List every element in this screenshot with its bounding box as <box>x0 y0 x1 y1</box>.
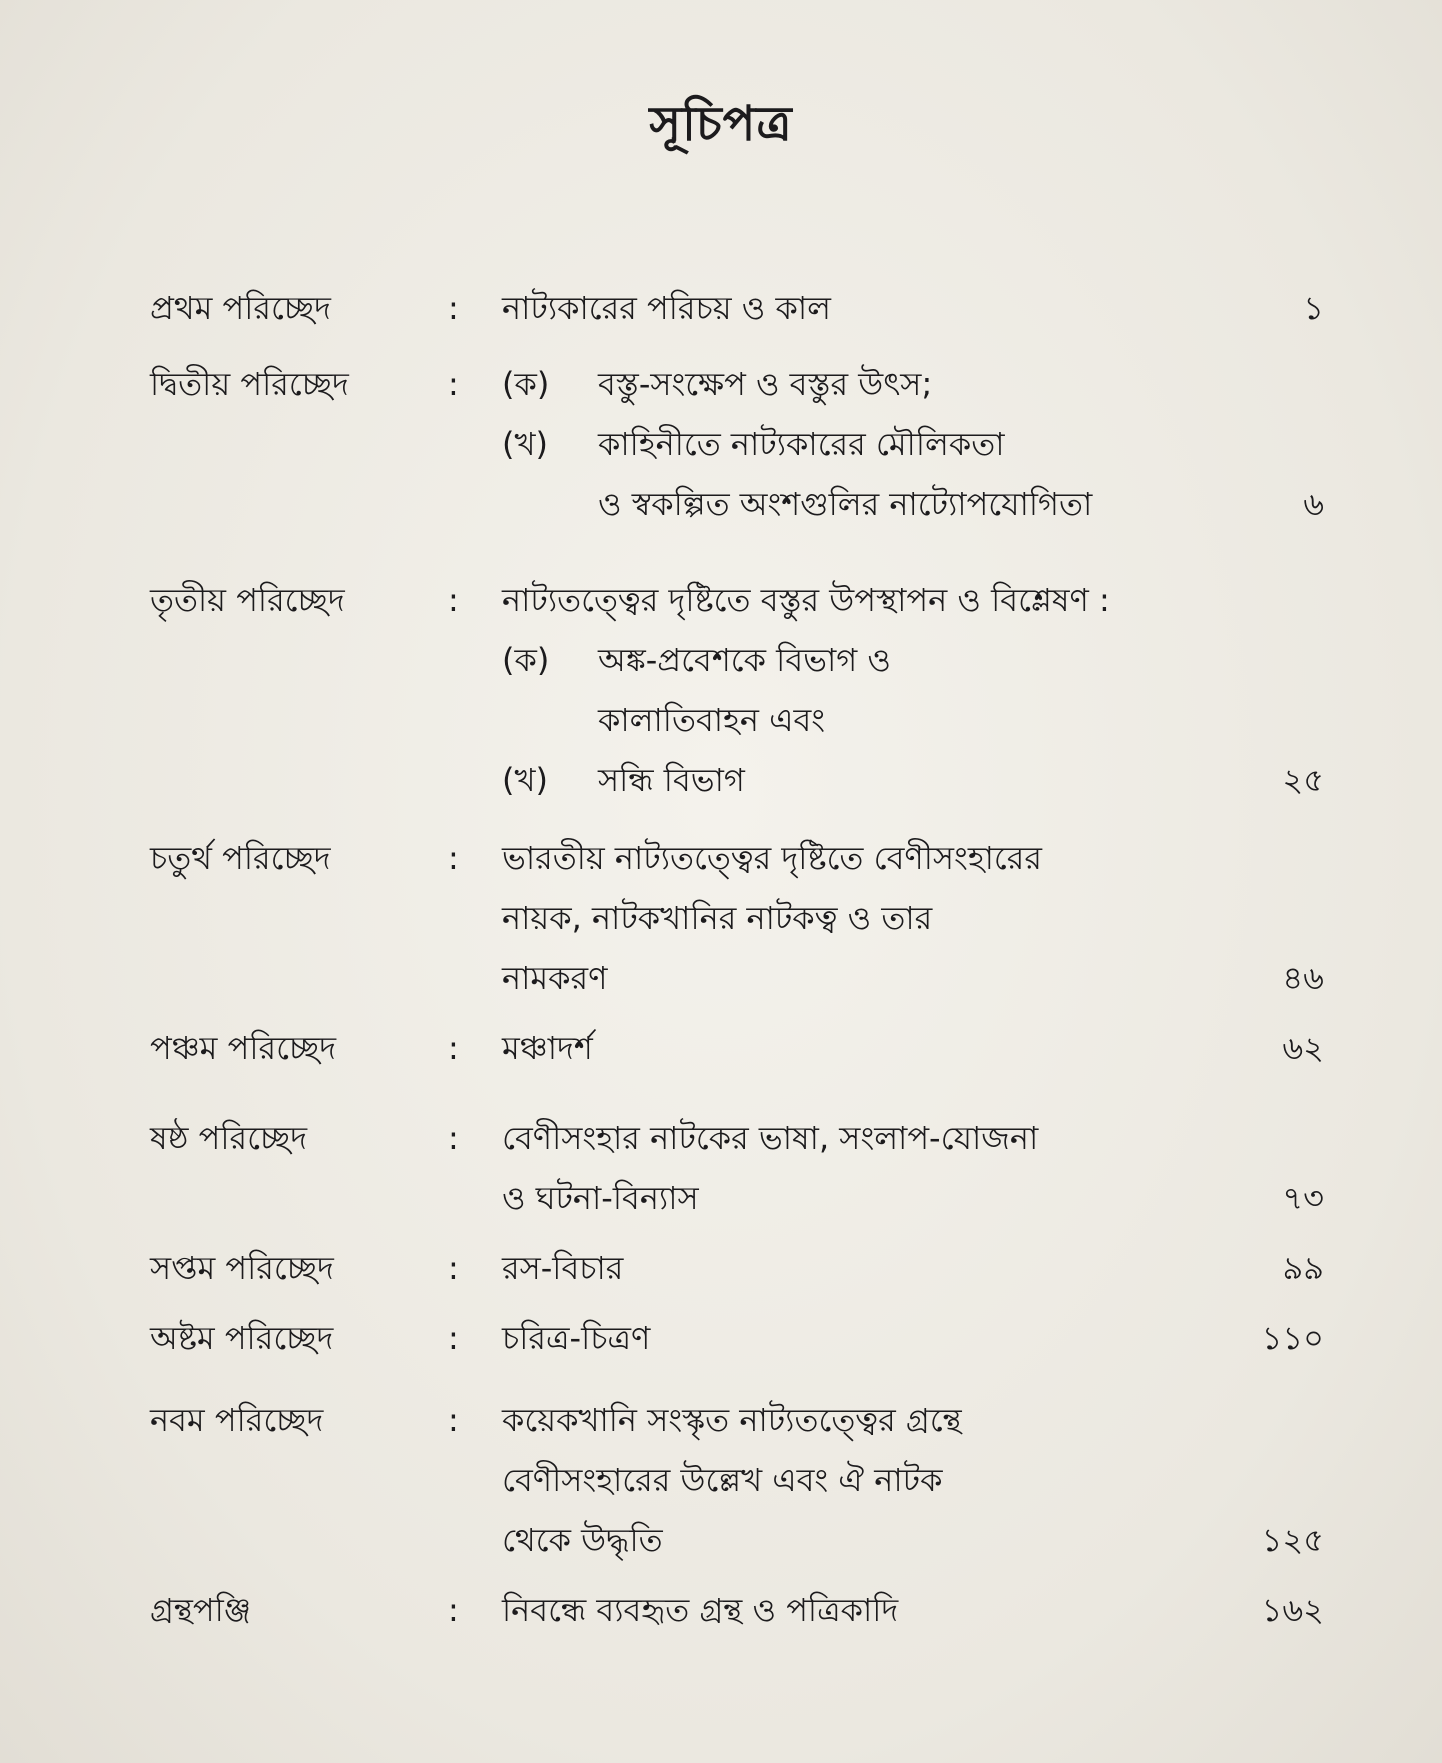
page-number: ১ <box>1303 289 1324 327</box>
separator-colon: : <box>448 289 459 327</box>
entry-description <box>502 1238 1282 1298</box>
chapter-name: পঞ্চম পরিচ্ছেদ <box>150 1029 337 1067</box>
description-line: নিবন্ধে ব্যবহৃত গ্রন্থ ও পত্রিকাদি <box>502 1591 899 1629</box>
page-number: ১৬২ <box>1261 1591 1324 1629</box>
page-number: ৬ <box>1303 485 1324 523</box>
entry-description <box>502 278 1282 338</box>
sub-section-lines <box>598 354 1282 414</box>
separator-colon: : <box>448 839 459 877</box>
entry-description <box>502 1018 1282 1078</box>
sub-section-lines <box>598 750 1282 810</box>
description-line: বস্তু-সংক্ষেপ ও বস্তুর উৎস; <box>598 365 933 403</box>
description-line: সন্ধি বিভাগ <box>598 761 745 799</box>
description-line: বেণীসংহারের উল্লেখ এবং ঐ নাটক <box>502 1461 943 1499</box>
description-line: অঙ্ক-প্রবেশকে বিভাগ ও <box>598 641 891 679</box>
sub-section-label: (খ) <box>502 761 548 799</box>
chapter-name: প্রথম পরিচ্ছেদ <box>150 289 331 327</box>
entry-description <box>502 828 1282 1008</box>
separator-colon: : <box>448 1401 459 1439</box>
entry-description <box>502 1108 1282 1228</box>
description-line: ভারতীয় নাট্যতত্ত্বের দৃষ্টিতে বেণীসংহারের <box>502 839 1042 877</box>
chapter-name: গ্রন্থপঞ্জি <box>150 1591 252 1629</box>
page-number: ১১০ <box>1261 1319 1324 1357</box>
separator-colon: : <box>448 1591 459 1629</box>
entry-description <box>502 1580 1282 1640</box>
description-line: কাহিনীতে নাট্যকারের মৌলিকতা <box>598 425 1005 463</box>
sub-section-lines <box>598 414 1282 534</box>
description-line: মঞ্চাদর্শ <box>502 1029 593 1067</box>
entry-description <box>502 570 1282 810</box>
page-number: ৬২ <box>1282 1029 1324 1067</box>
entry-description <box>502 354 1282 534</box>
description-line: থেকে উদ্ধৃতি <box>502 1521 663 1559</box>
description-line: ও ঘটনা-বিন্যাস <box>502 1179 699 1217</box>
page-number: ১২৫ <box>1261 1521 1324 1559</box>
description-line: চরিত্র-চিত্রণ <box>502 1319 651 1357</box>
chapter-name: নবম পরিচ্ছেদ <box>150 1401 324 1439</box>
chapter-name: ষষ্ঠ পরিচ্ছেদ <box>150 1119 308 1157</box>
sub-section-label: (খ) <box>502 425 548 463</box>
sub-section <box>502 414 1282 534</box>
chapter-name: চতুর্থ পরিচ্ছেদ <box>150 839 331 877</box>
page-title: সূচিপত্র <box>649 96 793 152</box>
description-line: নামকরণ <box>502 959 608 997</box>
sub-section-label: (ক) <box>502 641 550 679</box>
description-line: ও স্বকল্পিত অংশগুলির নাট্যোপযোগিতা <box>598 485 1093 523</box>
description-line: কয়েকখানি সংস্কৃত নাট্যতত্ত্বের গ্রন্থে <box>502 1401 962 1439</box>
sub-section-lines <box>598 630 1282 750</box>
sub-section <box>502 354 1282 414</box>
description-line: বেণীসংহার নাটকের ভাষা, সংলাপ-যোজনা <box>502 1119 1039 1157</box>
separator-colon: : <box>448 581 459 619</box>
description-line: রস-বিচার <box>502 1249 624 1287</box>
entry-description <box>502 1390 1282 1570</box>
description-line: নাট্যতত্ত্বের দৃষ্টিতে বস্তুর উপস্থাপন ও বিশ্লেষণ : <box>502 581 1110 619</box>
description-line: নায়ক, নাটকখানির নাটকত্ব ও তার <box>502 899 933 937</box>
page-number: ৭৩ <box>1282 1179 1324 1217</box>
chapter-name: সপ্তম পরিচ্ছেদ <box>150 1249 334 1287</box>
page-number: ২৫ <box>1282 761 1324 799</box>
page-number: ৪৬ <box>1282 959 1324 997</box>
description-line: কালাতিবাহন এবং <box>598 701 826 739</box>
description-line: নাট্যকারের পরিচয় ও কাল <box>502 289 832 327</box>
separator-colon: : <box>448 1249 459 1287</box>
sub-section <box>502 630 1282 750</box>
separator-colon: : <box>448 1319 459 1357</box>
separator-colon: : <box>448 1119 459 1157</box>
entry-description <box>502 1308 1282 1368</box>
chapter-name: অষ্টম পরিচ্ছেদ <box>150 1319 334 1357</box>
sub-section <box>502 750 1282 810</box>
sub-section-label: (ক) <box>502 365 550 403</box>
separator-colon: : <box>448 1029 459 1067</box>
chapter-name: তৃতীয় পরিচ্ছেদ <box>150 581 345 619</box>
separator-colon: : <box>448 365 459 403</box>
page-number: ৯৯ <box>1282 1249 1324 1287</box>
chapter-name: দ্বিতীয় পরিচ্ছেদ <box>150 365 349 403</box>
